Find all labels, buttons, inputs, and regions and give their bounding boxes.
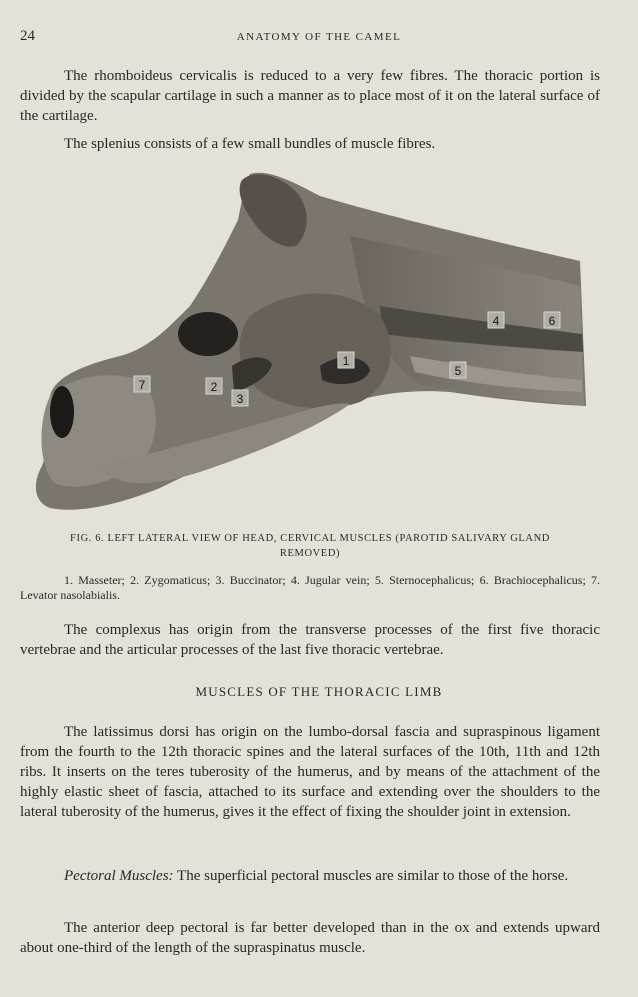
label-6 (544, 312, 560, 328)
pectoral-rest: The superficial pectoral muscles are similar to those of the horse. (173, 868, 569, 884)
caption-line-1: FIG. 6. LEFT LATERAL VIEW OF HEAD, CERVICAL MUSCLES (PAROTID SALIVARY GLAND (70, 533, 550, 544)
svg-text:1: 1 (342, 354, 350, 368)
page-number: 24 (20, 28, 35, 44)
svg-text:3: 3 (236, 392, 244, 406)
figure-legend: 1. Masseter; 2. Zygomaticus; 3. Buccinator; 4. Jugular vein; 5. Sternocephalicus; 6. Brachiocephalicus; 7. Levator nasolabialis. (20, 573, 600, 602)
svg-text:5: 5 (454, 364, 462, 378)
running-title: ANATOMY OF THE CAMEL (236, 31, 402, 43)
label-7 (134, 376, 150, 392)
eye-region (178, 312, 238, 356)
label-3 (232, 390, 248, 406)
paragraph-rhomboideus: The rhomboideus cervicalis is reduced to a very few fibres. The thoracic portion is divided by the scapular cartilage in such a manner as to place most of it on the lateral surface of the cartilage. (20, 68, 600, 124)
camel-head-illustration (20, 166, 600, 526)
page-header (20, 28, 618, 48)
figure-camel-head (20, 166, 600, 526)
label-1 (338, 352, 354, 368)
paragraph-pectoral (20, 866, 600, 886)
svg-text:2: 2 (210, 380, 218, 394)
section-heading: MUSCLES OF THE THORACIC LIMB (195, 684, 443, 699)
paragraph-complexus: The complexus has origin from the transverse processes of the first five thoracic vertebrae and the articular processes of the last five thoracic vertebrae. (20, 622, 600, 658)
label-2 (206, 378, 222, 394)
label-4 (488, 312, 504, 328)
figure-caption (20, 531, 600, 561)
paragraph-splenius: The splenius consists of a few small bundles of muscle fibres. (64, 136, 436, 152)
caption-line-2: REMOVED) (279, 548, 341, 559)
svg-text:7: 7 (138, 378, 146, 392)
label-5 (450, 362, 466, 378)
paragraph-latissimus: The latissimus dorsi has origin on the lumbo-dorsal fascia and supraspinous ligament from the fourth to the 12th thoracic spines and the lateral surfaces of the 10th, 11th and 12th ribs. It inserts on the teres tuberosity of the humerus, and by means of the attachment of the highly elastic sheet of fascia, attached to its surface and extending over the shoulders to the lateral tuberosity of the humerus, gives it the effect of fixing the shoulder joint in extension. (20, 724, 600, 820)
svg-text:6: 6 (548, 314, 556, 328)
nostril (50, 386, 74, 438)
pectoral-lead: Pectoral Muscles: (64, 868, 174, 884)
masseter-region (240, 294, 391, 409)
svg-text:4: 4 (492, 314, 500, 328)
paragraph-deep-pectoral: The anterior deep pectoral is far better developed than in the ox and extends upward about one-third of the length of the supraspinatus muscle. (20, 920, 600, 956)
